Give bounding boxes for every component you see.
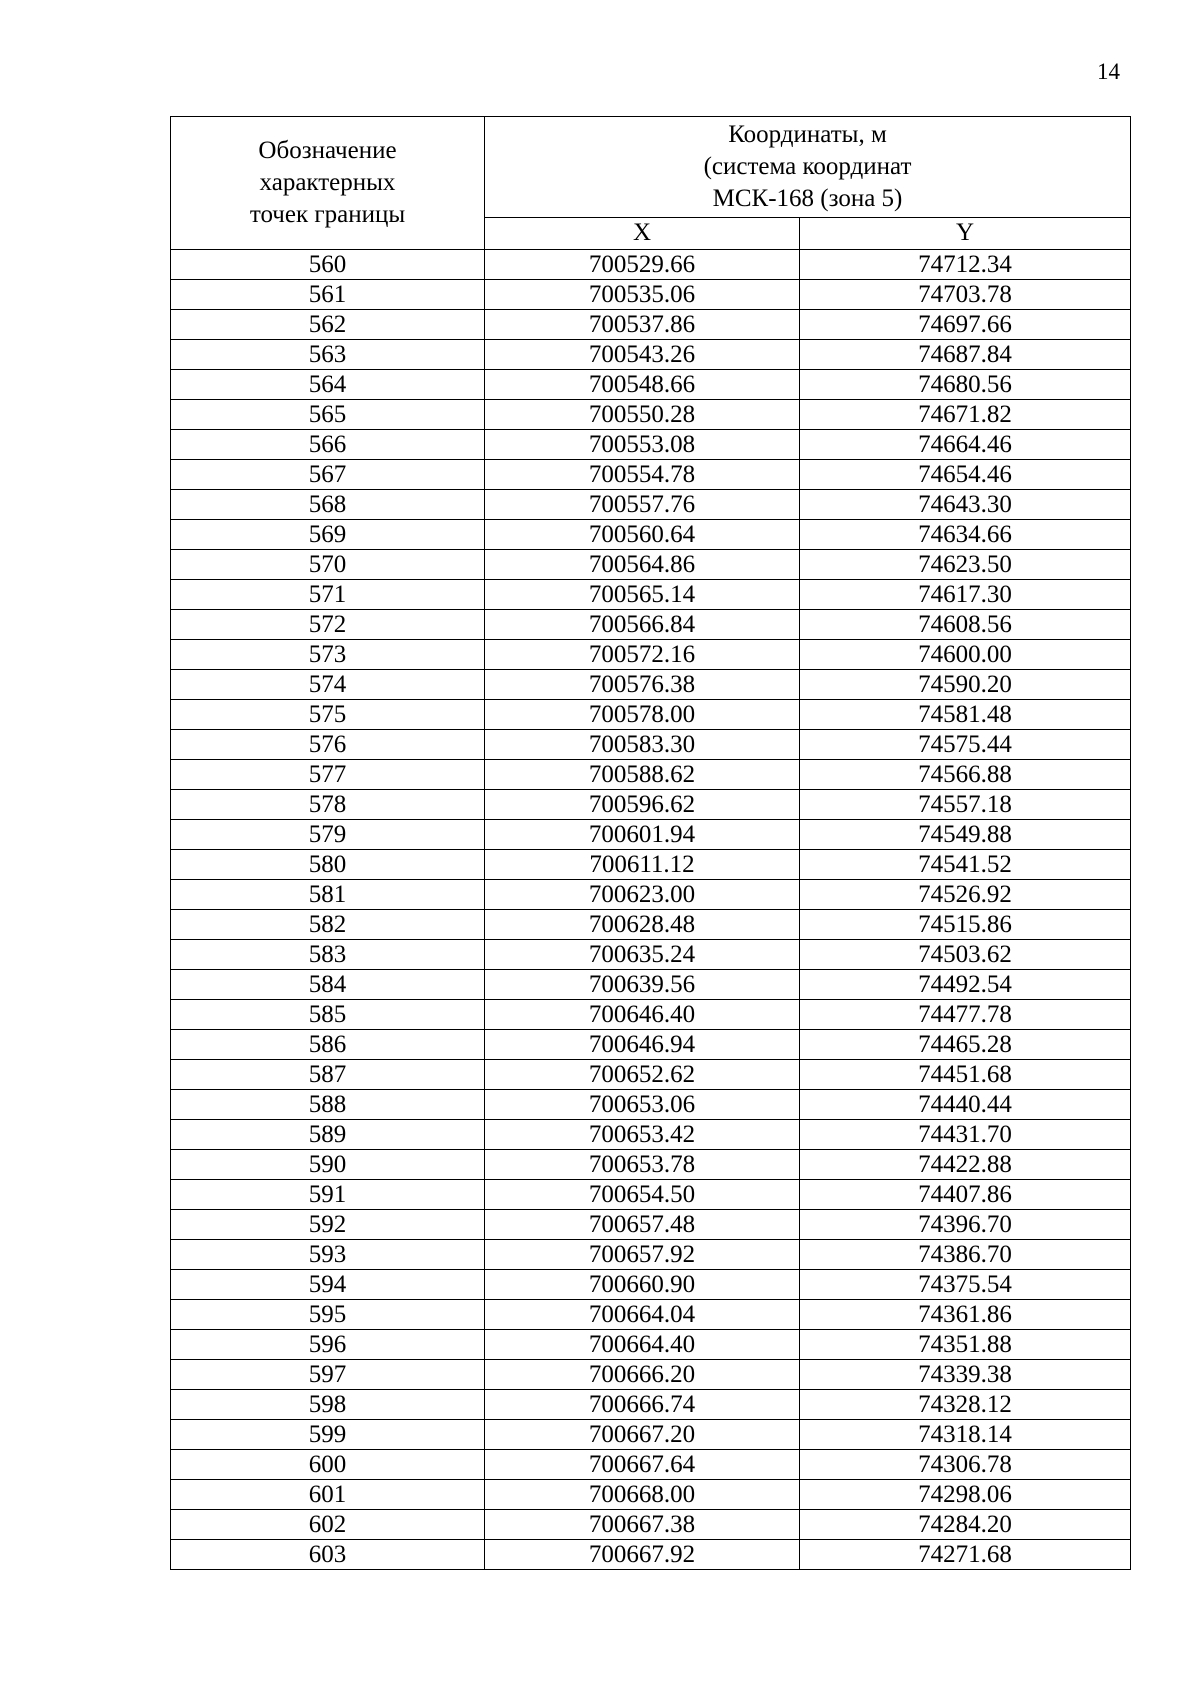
table-row: [171, 370, 1131, 400]
table-row: [171, 1300, 1131, 1330]
cell-x: 700565.14: [485, 580, 800, 610]
cell-point: 573: [171, 640, 485, 670]
cell-point: 596: [171, 1330, 485, 1360]
cell-y: 74515.86: [800, 910, 1131, 940]
table-row: [171, 1030, 1131, 1060]
cell-y: 74608.56: [800, 610, 1131, 640]
cell-x: 700667.92: [485, 1540, 800, 1570]
header-row-top: [171, 117, 1131, 218]
cell-x: 700635.24: [485, 940, 800, 970]
cell-y: 74375.54: [800, 1270, 1131, 1300]
cell-point: 578: [171, 790, 485, 820]
cell-point: 590: [171, 1150, 485, 1180]
cell-y: 74712.34: [800, 250, 1131, 280]
cell-x: 700572.16: [485, 640, 800, 670]
cell-x: 700646.94: [485, 1030, 800, 1060]
cell-x: 700537.86: [485, 310, 800, 340]
cell-y: 74396.70: [800, 1210, 1131, 1240]
table-row: [171, 490, 1131, 520]
cell-y: 74623.50: [800, 550, 1131, 580]
cell-y: 74634.66: [800, 520, 1131, 550]
table-row: [171, 580, 1131, 610]
cell-point: 574: [171, 670, 485, 700]
cell-point: 567: [171, 460, 485, 490]
cell-point: 593: [171, 1240, 485, 1270]
cell-point: 568: [171, 490, 485, 520]
table-row: [171, 1420, 1131, 1450]
table-row: [171, 730, 1131, 760]
cell-x: 700601.94: [485, 820, 800, 850]
cell-y: 74664.46: [800, 430, 1131, 460]
cell-y: 74298.06: [800, 1480, 1131, 1510]
table-row: [171, 670, 1131, 700]
cell-x: 700543.26: [485, 340, 800, 370]
cell-y: 74654.46: [800, 460, 1131, 490]
cell-point: 589: [171, 1120, 485, 1150]
cell-y: 74451.68: [800, 1060, 1131, 1090]
table-row: [171, 820, 1131, 850]
table-row: [171, 970, 1131, 1000]
cell-x: 700657.48: [485, 1210, 800, 1240]
cell-x: 700578.00: [485, 700, 800, 730]
cell-x: 700664.40: [485, 1330, 800, 1360]
cell-x: 700652.62: [485, 1060, 800, 1090]
cell-x: 700654.50: [485, 1180, 800, 1210]
header-coordinates: [485, 117, 1131, 218]
cell-x: 700550.28: [485, 400, 800, 430]
table-row: [171, 400, 1131, 430]
table-row: [171, 1540, 1131, 1570]
cell-point: 585: [171, 1000, 485, 1030]
table-row: [171, 340, 1131, 370]
cell-x: 700557.76: [485, 490, 800, 520]
cell-y: 74643.30: [800, 490, 1131, 520]
header-point-line: Обозначение: [258, 137, 397, 164]
cell-point: 603: [171, 1540, 485, 1570]
cell-x: 700576.38: [485, 670, 800, 700]
cell-y: 74271.68: [800, 1540, 1131, 1570]
cell-x: 700535.06: [485, 280, 800, 310]
table-row: [171, 1390, 1131, 1420]
cell-y: 74492.54: [800, 970, 1131, 1000]
cell-x: 700588.62: [485, 760, 800, 790]
cell-x: 700666.74: [485, 1390, 800, 1420]
cell-y: 74339.38: [800, 1360, 1131, 1390]
cell-x: 700564.86: [485, 550, 800, 580]
header-point-line: характерных: [259, 169, 396, 196]
cell-x: 700657.92: [485, 1240, 800, 1270]
table-row: [171, 940, 1131, 970]
header-coordinates-line: (система координат: [703, 152, 912, 180]
cell-x: 700666.20: [485, 1360, 800, 1390]
cell-y: 74590.20: [800, 670, 1131, 700]
cell-point: 581: [171, 880, 485, 910]
cell-y: 74687.84: [800, 340, 1131, 370]
cell-x: 700553.08: [485, 430, 800, 460]
header-coordinates-line: Координаты, м: [728, 120, 887, 148]
cell-x: 700529.66: [485, 250, 800, 280]
cell-x: 700554.78: [485, 460, 800, 490]
cell-point: 591: [171, 1180, 485, 1210]
cell-y: 74581.48: [800, 700, 1131, 730]
table-row: [171, 1270, 1131, 1300]
cell-y: 74351.88: [800, 1330, 1131, 1360]
table-row: [171, 1510, 1131, 1540]
cell-x: 700653.42: [485, 1120, 800, 1150]
table-row: [171, 1450, 1131, 1480]
page-number: 14: [1097, 59, 1120, 84]
cell-point: 586: [171, 1030, 485, 1060]
table-row: [171, 640, 1131, 670]
cell-point: 601: [171, 1480, 485, 1510]
cell-point: 594: [171, 1270, 485, 1300]
cell-point: 561: [171, 280, 485, 310]
table-row: [171, 700, 1131, 730]
table-row: [171, 880, 1131, 910]
coordinates-table: [170, 116, 1131, 1570]
cell-x: 700548.66: [485, 370, 800, 400]
cell-x: 700566.84: [485, 610, 800, 640]
header-coordinates-line: МСК-168 (зона 5): [712, 184, 903, 212]
cell-x: 700667.64: [485, 1450, 800, 1480]
cell-point: 570: [171, 550, 485, 580]
cell-point: 592: [171, 1210, 485, 1240]
cell-y: 74431.70: [800, 1120, 1131, 1150]
cell-x: 700611.12: [485, 850, 800, 880]
cell-y: 74697.66: [800, 310, 1131, 340]
cell-point: 569: [171, 520, 485, 550]
cell-point: 588: [171, 1090, 485, 1120]
table-row: [171, 1000, 1131, 1030]
cell-y: 74284.20: [800, 1510, 1131, 1540]
table-row: [171, 1150, 1131, 1180]
table-row: [171, 460, 1131, 490]
cell-x: 700664.04: [485, 1300, 800, 1330]
cell-x: 700583.30: [485, 730, 800, 760]
cell-point: 584: [171, 970, 485, 1000]
table-row: [171, 1360, 1131, 1390]
cell-y: 74503.62: [800, 940, 1131, 970]
cell-point: 576: [171, 730, 485, 760]
cell-y: 74600.00: [800, 640, 1131, 670]
cell-point: 566: [171, 430, 485, 460]
table-row: [171, 760, 1131, 790]
cell-y: 74318.14: [800, 1420, 1131, 1450]
table-header: [171, 117, 1131, 250]
cell-point: 602: [171, 1510, 485, 1540]
table-body: [171, 250, 1131, 1570]
header-point-line: точек границы: [249, 201, 406, 228]
cell-x: 700653.78: [485, 1150, 800, 1180]
cell-y: 74440.44: [800, 1090, 1131, 1120]
cell-y: 74386.70: [800, 1240, 1131, 1270]
cell-y: 74526.92: [800, 880, 1131, 910]
cell-point: 577: [171, 760, 485, 790]
table-row: [171, 1480, 1131, 1510]
cell-x: 700560.64: [485, 520, 800, 550]
cell-point: 580: [171, 850, 485, 880]
table-row: [171, 850, 1131, 880]
cell-point: 562: [171, 310, 485, 340]
cell-x: 700639.56: [485, 970, 800, 1000]
table-row: [171, 280, 1131, 310]
table-row: [171, 1120, 1131, 1150]
cell-x: 700667.20: [485, 1420, 800, 1450]
table-row: [171, 310, 1131, 340]
cell-point: 597: [171, 1360, 485, 1390]
table-row: [171, 1210, 1131, 1240]
cell-y: 74703.78: [800, 280, 1131, 310]
cell-point: 582: [171, 910, 485, 940]
cell-point: 564: [171, 370, 485, 400]
cell-y: 74617.30: [800, 580, 1131, 610]
cell-point: 563: [171, 340, 485, 370]
cell-point: 583: [171, 940, 485, 970]
cell-y: 74680.56: [800, 370, 1131, 400]
cell-x: 700628.48: [485, 910, 800, 940]
cell-y: 74549.88: [800, 820, 1131, 850]
cell-y: 74361.86: [800, 1300, 1131, 1330]
table-row: [171, 250, 1131, 280]
cell-x: 700660.90: [485, 1270, 800, 1300]
cell-y: 74575.44: [800, 730, 1131, 760]
cell-y: 74328.12: [800, 1390, 1131, 1420]
cell-y: 74477.78: [800, 1000, 1131, 1030]
header-y: Y: [800, 217, 1131, 250]
table-row: [171, 910, 1131, 940]
table-row: [171, 430, 1131, 460]
cell-x: 700596.62: [485, 790, 800, 820]
cell-point: 572: [171, 610, 485, 640]
table-row: [171, 610, 1131, 640]
cell-x: 700653.06: [485, 1090, 800, 1120]
cell-point: 579: [171, 820, 485, 850]
table-row: [171, 1060, 1131, 1090]
cell-y: 74541.52: [800, 850, 1131, 880]
cell-y: 74566.88: [800, 760, 1131, 790]
cell-y: 74671.82: [800, 400, 1131, 430]
cell-point: 587: [171, 1060, 485, 1090]
cell-point: 600: [171, 1450, 485, 1480]
table-row: [171, 1180, 1131, 1210]
table-row: [171, 1090, 1131, 1120]
cell-y: 74465.28: [800, 1030, 1131, 1060]
cell-x: 700668.00: [485, 1480, 800, 1510]
table-row: [171, 790, 1131, 820]
cell-y: 74422.88: [800, 1150, 1131, 1180]
cell-point: 595: [171, 1300, 485, 1330]
cell-y: 74557.18: [800, 790, 1131, 820]
cell-point: 575: [171, 700, 485, 730]
cell-x: 700623.00: [485, 880, 800, 910]
cell-point: 565: [171, 400, 485, 430]
cell-point: 560: [171, 250, 485, 280]
header-x: X: [485, 217, 800, 250]
cell-x: 700646.40: [485, 1000, 800, 1030]
table-row: [171, 1330, 1131, 1360]
cell-x: 700667.38: [485, 1510, 800, 1540]
cell-point: 598: [171, 1390, 485, 1420]
cell-point: 571: [171, 580, 485, 610]
cell-y: 74407.86: [800, 1180, 1131, 1210]
cell-point: 599: [171, 1420, 485, 1450]
table-row: [171, 550, 1131, 580]
table-row: [171, 1240, 1131, 1270]
table-row: [171, 520, 1131, 550]
cell-y: 74306.78: [800, 1450, 1131, 1480]
header-point-designation: [171, 117, 485, 250]
